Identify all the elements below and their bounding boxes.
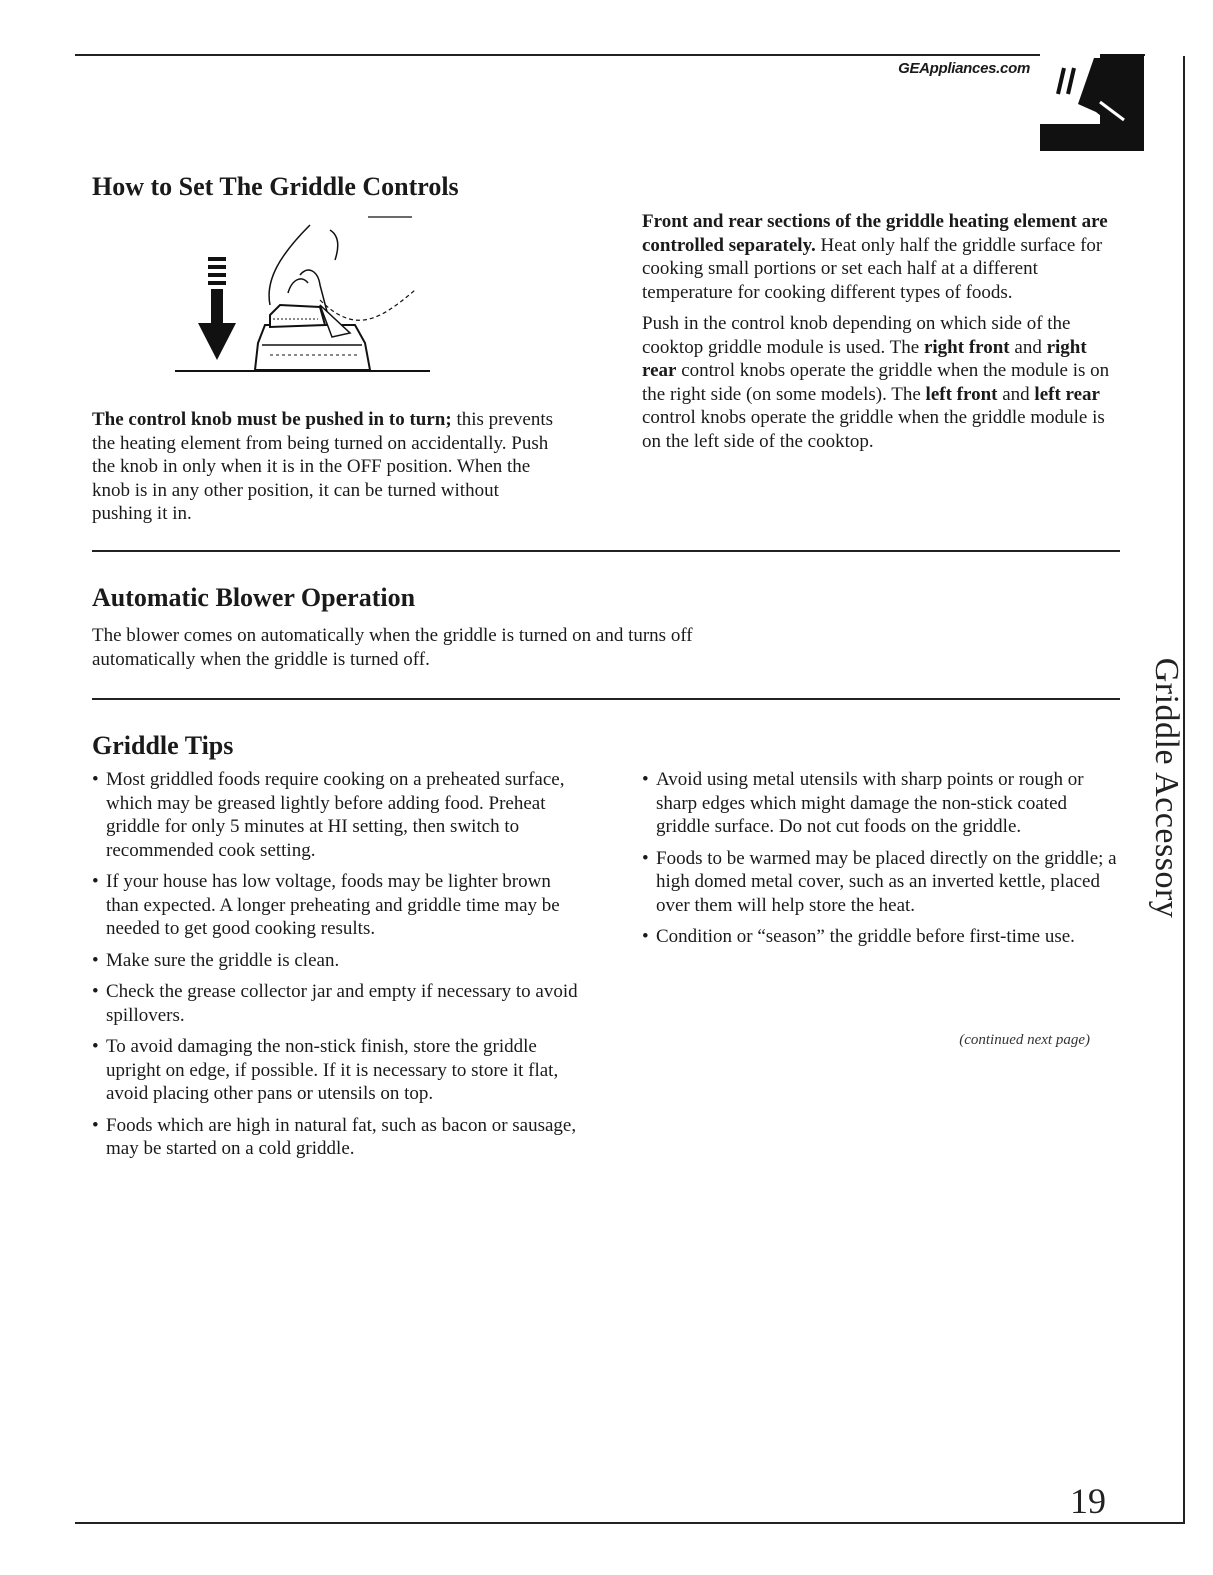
p2-right-front: right front	[923, 336, 1010, 358]
page-number: 19	[1070, 1481, 1106, 1521]
p2-left-rear: left rear	[1034, 383, 1100, 405]
p2-c: and	[1009, 336, 1047, 358]
controls-right-text-1: Heat only half the griddle surface for cooking small portions or set each half at a different temperature for cooking different types of foods.	[642, 234, 1103, 303]
p2-d: control knobs operate the griddle when the module is on the right side (on some models). The	[642, 360, 1110, 405]
side-tab-label: Griddle Accessory	[1148, 657, 1185, 919]
tip-item: • Make sure the griddle is clean.	[92, 949, 582, 973]
hand-press-logo-icon	[1040, 54, 1144, 151]
blower-text: The blower comes on automatically when the griddle is turned on and turns off automatically when the griddle is turned off.	[92, 625, 693, 670]
controls-left-text: this prevents the heating element from being turned on accidentally. Push the knob in only when it is in the OFF position. When the knob is in any other position, it can be turned without pushing it in.	[92, 409, 554, 524]
tips-title: Griddle Tips	[92, 731, 234, 760]
controls-left-column	[92, 408, 562, 526]
controls-left-bold: The control knob must be pushed in to turn;	[92, 409, 452, 430]
controls-right-bold: Front and rear sections of the griddle heating element are controlled separately.	[642, 211, 1108, 256]
tips-right-column	[642, 768, 1117, 957]
blower-title: Automatic Blower Operation	[92, 583, 416, 612]
bottom-rule	[75, 1522, 1185, 1524]
continued-note: (continued next page)	[959, 1032, 1090, 1048]
tip-item: • Condition or “season” the griddle before first-time use.	[642, 925, 1117, 949]
p2-e: and	[997, 383, 1035, 405]
tip-item: • Avoid using metal utensils with sharp points or rough or sharp edges which might damage the non-stick coated griddle surface. Do not cut foods on the griddle.	[642, 768, 1117, 839]
tip-item: • Foods which are high in natural fat, such as bacon or sausage, may be started on a cold griddle.	[92, 1114, 582, 1161]
blower-column	[92, 624, 782, 671]
controls-right-column	[642, 210, 1122, 453]
p2-right-rear: right rear	[642, 336, 1087, 381]
website-label: GEAppliances.com	[898, 60, 1030, 77]
controls-right-paragraph-1	[642, 210, 1122, 304]
p2-a: Push in the control knob depending on which side of the cooktop griddle module is used. The	[642, 313, 1071, 358]
tip-item: • Most griddled foods require cooking on a preheated surface, which may be greased lightly before adding food. Preheat griddle for only 5 minutes at HI setting, then switch to recommended cook setting.	[92, 768, 582, 862]
controls-right-paragraph-2	[642, 312, 1122, 453]
tip-item: • To avoid damaging the non-stick finish, store the griddle upright on edge, if possible. If it is necessary to store it flat, avoid placing other pans or utensils on top.	[92, 1035, 582, 1106]
section-divider-2	[92, 698, 1120, 700]
top-rule	[75, 54, 1145, 56]
controls-left-paragraph	[92, 408, 562, 526]
section-divider-1	[92, 550, 1120, 552]
controls-title: How to Set The Griddle Controls	[92, 172, 459, 201]
p2-left-front: left front	[925, 383, 998, 405]
tip-item: • Foods to be warmed may be placed directly on the griddle; a high domed metal cover, such as an inverted kettle, placed over them will help store the heat.	[642, 847, 1117, 918]
tip-item: • Check the grease collector jar and empty if necessary to avoid spillovers.	[92, 980, 582, 1027]
knob-push-illustration	[170, 205, 435, 380]
tips-left-column	[92, 768, 582, 1169]
tip-item: • If your house has low voltage, foods may be lighter brown than expected. A longer preheating and griddle time may be needed to get good cooking results.	[92, 870, 582, 941]
p2-f: control knobs operate the griddle when the griddle module is on the left side of the cooktop.	[642, 407, 1105, 452]
